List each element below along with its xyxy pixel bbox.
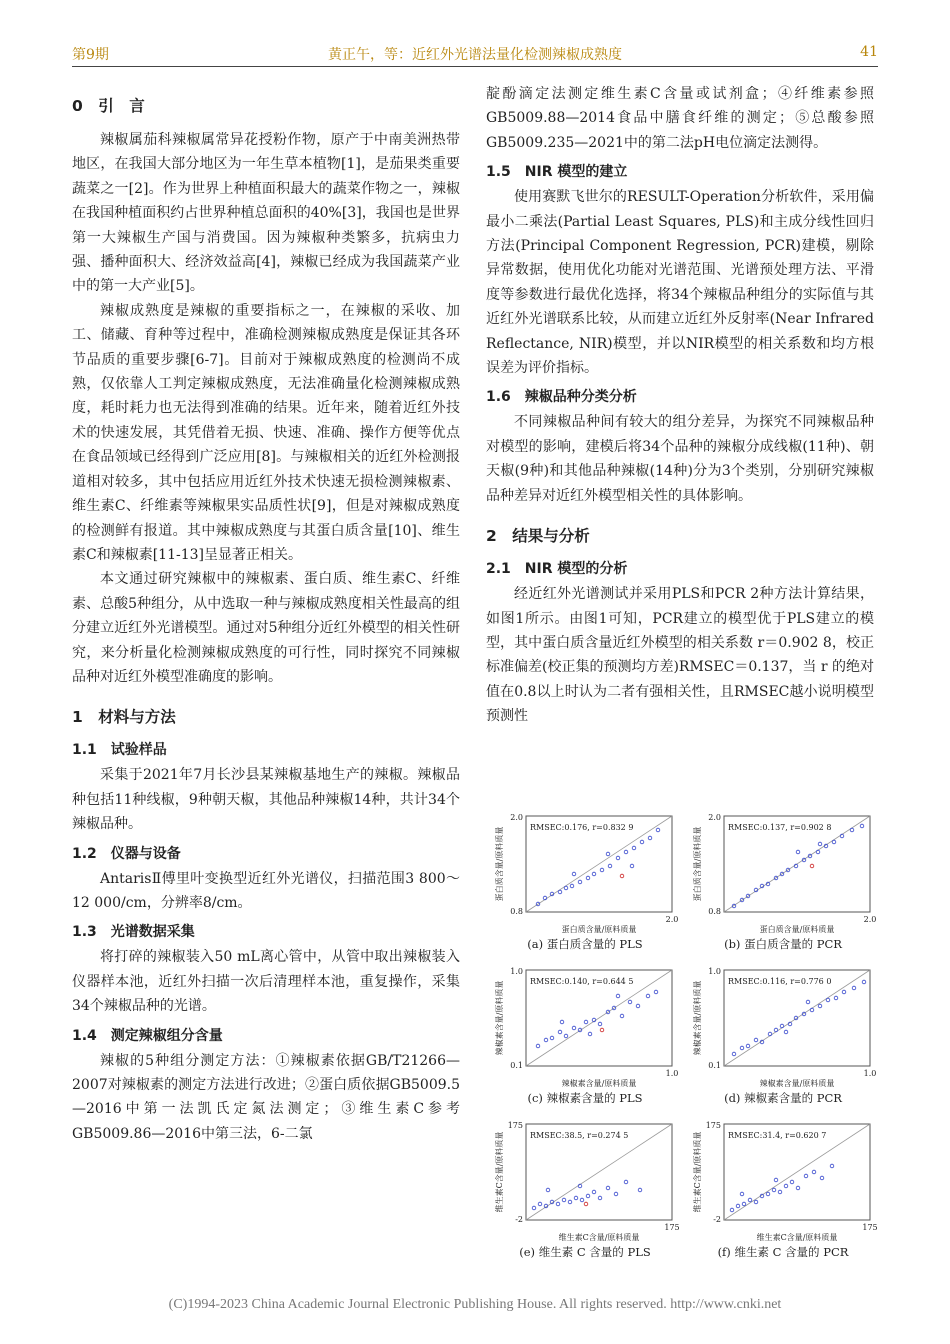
- data-point: [564, 886, 568, 890]
- data-point: [580, 1198, 584, 1202]
- x-axis-label: 维生素C含量/原料质量: [756, 1233, 838, 1242]
- subsection-heading: 1.4 测定辣椒组分含量: [72, 1027, 223, 1044]
- data-point: [632, 846, 636, 850]
- data-point: [586, 1194, 590, 1198]
- data-point: [830, 1164, 834, 1168]
- header-title: 黄正午，等：近红外光谱法量化检测辣椒成熟度: [328, 47, 622, 63]
- header-rule: [72, 66, 878, 67]
- data-point: [746, 1044, 750, 1048]
- figure-caption: (c) 辣椒素含量的 PLS: [527, 1091, 643, 1105]
- data-point: [556, 1202, 560, 1206]
- paragraph: 辣椒属茄科辣椒属常异花授粉作物，原产于中南美洲热带地区，在我国大部分地区为一年生草本植物[1]，是茄果类重要蔬菜之一[2]。作为世界上种植面积最大的蔬菜作物之一，辣椒在我国种植面积约占世界种植总面积的40%[3]，我国也是世界第一大辣椒生产国与消费国。因为辣椒种类繁多，抗病虫力强、播种面积大、经济效益高[4]，辣椒已经成为我国蔬菜产业中的第一大产业[5]。: [72, 132, 460, 295]
- data-point: [598, 1196, 602, 1200]
- data-point: [624, 1180, 628, 1184]
- data-point: [584, 1020, 588, 1024]
- data-point: [620, 1014, 624, 1018]
- scatter-plot-a: [490, 808, 680, 934]
- right-column: [486, 82, 874, 729]
- data-point: [572, 872, 576, 876]
- axis-min-label: -2: [515, 1215, 523, 1224]
- subsection-heading: 1.6 辣椒品种分类分析: [486, 389, 637, 406]
- x-axis-label: 辣椒素含量/原料质量: [561, 1079, 637, 1088]
- subsection-heading: 2.1 NIR 模型的分析: [486, 561, 628, 578]
- x-max-label: 175: [664, 1223, 680, 1232]
- data-point: [628, 1000, 632, 1004]
- data-point: [740, 1192, 744, 1196]
- data-point: [852, 986, 856, 990]
- figure-panel-c: [490, 962, 680, 1110]
- data-point: [578, 880, 582, 884]
- axis-min-label: 0.1: [708, 1061, 721, 1070]
- figure-caption: (a) 蛋白质含量的 PLS: [527, 937, 643, 951]
- data-point: [730, 1208, 734, 1212]
- outlier-point: [600, 1028, 604, 1032]
- scatter-plot-c: [490, 962, 680, 1088]
- figure-panel-a: [490, 808, 680, 956]
- data-point: [600, 868, 604, 872]
- paragraph: 使用赛默飞世尔的RESULT-Operation分析软件，采用偏最小二乘法(Partial Least Squares, PLS)和主成分线性回归方法(Principal Component Regression, PCR)建模，剔除异常数据，使用优化功能对光谱范围、光谱预处理方法、平滑度等参数进行最优化选择，将34个辣椒品种组分的实际值与其近红外光谱联系比较，从而建立近红外反射率(Near Infrared Reflectance, NIR)模型，并以NIR模型的相关系数和均方根误差为评价指标。: [486, 189, 874, 377]
- data-point: [648, 836, 652, 840]
- data-points: [536, 828, 660, 906]
- data-point: [850, 828, 854, 832]
- data-point: [532, 1206, 536, 1210]
- data-point: [538, 1202, 542, 1206]
- data-point: [630, 864, 634, 868]
- paragraph: 辣椒的5种组分测定方法：①辣椒素依据GB/T21266—2007对辣椒素的测定方法进行改进；②蛋白质依据GB5009.5—2016中第一法凯氏定氮法测定；③维生素C参考GB5009.86—2016中第三法，6-二氯: [72, 1052, 460, 1142]
- data-point: [774, 1028, 778, 1032]
- outlier-point: [810, 864, 814, 868]
- axis-max-label: 175: [507, 1121, 523, 1130]
- paragraph: 靛酚滴定法测定维生素C含量或试剂盒；④纤维素参照GB5009.88—2014食品中膳食纤维的测定；⑤总酸参照GB5009.235—2021中的第二法pH电位滴定法测得。: [486, 86, 874, 151]
- figure-panel-d: [688, 962, 878, 1110]
- stats-label: RMSEC:38.5, r=0.274 5: [530, 1131, 629, 1140]
- data-point: [796, 850, 800, 854]
- data-point: [742, 1202, 746, 1206]
- data-point: [572, 1026, 576, 1030]
- data-point: [624, 850, 628, 854]
- figure-panel-e: [490, 1116, 680, 1264]
- axis-min-label: -2: [713, 1215, 721, 1224]
- data-point: [820, 1176, 824, 1180]
- data-point: [558, 890, 562, 894]
- data-point: [588, 1032, 592, 1036]
- data-point: [784, 1030, 788, 1034]
- data-point: [550, 1036, 554, 1040]
- paragraph: 本文通过研究辣椒中的辣椒素、蛋白质、维生素C、纤维素、总酸5种组分，从中选取一种与辣椒成熟度相关性最高的组分建立近红外光谱模型。通过对5种组分近红外模型的相关性研究，来分析量化检测辣椒成熟度的可行性，同时探究不同辣椒品种对近红外模型准确度的影响。: [72, 571, 460, 685]
- data-point: [592, 872, 596, 876]
- scatter-plot-f: [688, 1116, 878, 1242]
- data-points: [730, 1164, 834, 1212]
- figure-caption: (b) 蛋白质含量的 PCR: [724, 937, 842, 951]
- x-axis-label: 辣椒素含量/原料质量: [759, 1079, 835, 1088]
- axis-min-label: 0.8: [708, 907, 721, 916]
- data-point: [640, 840, 644, 844]
- data-point: [608, 864, 612, 868]
- x-max-label: 2.0: [863, 915, 877, 924]
- data-point: [736, 1204, 740, 1208]
- data-point: [606, 852, 610, 856]
- subsection-heading: 1.2 仪器与设备: [72, 845, 181, 862]
- data-point: [564, 1034, 568, 1038]
- axis-min-label: 0.8: [510, 907, 523, 916]
- figure-caption: (e) 维生素 C 含量的 PLS: [519, 1245, 651, 1259]
- data-point: [636, 1004, 640, 1008]
- scatter-plot-d: [688, 962, 878, 1088]
- subsection-heading: 1.5 NIR 模型的建立: [486, 164, 628, 181]
- left-column: [72, 82, 460, 1146]
- data-point: [818, 842, 822, 846]
- section-heading: 2 结果与分析: [486, 527, 590, 546]
- scatter-plot-b: [688, 808, 878, 934]
- figure-panel-f: [688, 1116, 878, 1264]
- y-axis-label: 蛋白质含量/原料质量: [495, 826, 504, 902]
- data-point: [862, 980, 866, 984]
- data-point: [654, 990, 658, 994]
- data-point: [804, 1174, 808, 1178]
- y-axis-label: 辣椒素含量/原料质量: [495, 980, 504, 1056]
- data-point: [614, 1192, 618, 1196]
- header-issue: 第9期: [72, 47, 109, 63]
- copyright-footer: (C)1994-2023 China Academic Journal Electronic Publishing House. All rights reserved. http://www.cnki.net: [168, 1297, 782, 1312]
- axis-max-label: 2.0: [708, 813, 721, 822]
- data-point: [754, 1200, 758, 1204]
- x-axis-label: 维生素C含量/原料质量: [558, 1233, 640, 1242]
- y-axis-label: 蛋白质含量/原料质量: [693, 826, 702, 902]
- x-max-label: 1.0: [863, 1069, 877, 1078]
- data-point: [754, 1038, 758, 1042]
- stats-label: RMSEC:0.116, r=0.776 0: [728, 977, 832, 986]
- figure-panel-b: [688, 808, 878, 956]
- data-point: [818, 1004, 822, 1008]
- outlier-point: [584, 1202, 588, 1206]
- data-point: [656, 828, 660, 832]
- data-point: [748, 1198, 752, 1202]
- data-point: [616, 994, 620, 998]
- data-point: [606, 1186, 610, 1190]
- data-point: [570, 884, 574, 888]
- y-axis-label: 维生素C含量/原料质量: [495, 1131, 504, 1213]
- paragraph: 采集于2021年7月长沙县某辣椒基地生产的辣椒。辣椒品种包括11种线椒，9种朝天椒，其他品种辣椒14种，共计34个辣椒品种。: [72, 767, 460, 833]
- figure-caption: (d) 辣椒素含量的 PCR: [724, 1091, 842, 1105]
- subsection-heading: 1.1 试验样品: [72, 742, 167, 759]
- data-point: [574, 1196, 578, 1200]
- axis-min-label: 0.1: [510, 1061, 523, 1070]
- section-heading: 0 引 言: [72, 97, 145, 115]
- data-point: [812, 1170, 816, 1174]
- data-point: [778, 1190, 782, 1194]
- data-point: [806, 1000, 810, 1004]
- x-max-label: 175: [862, 1223, 878, 1232]
- data-point: [826, 998, 830, 1002]
- data-point: [832, 840, 836, 844]
- data-point: [560, 1020, 564, 1024]
- data-point: [646, 994, 650, 998]
- x-axis-label: 蛋白质含量/原料质量: [561, 925, 637, 934]
- data-point: [546, 1188, 550, 1192]
- paragraph: AntarisⅡ傅里叶变换型近红外光谱仪，扫描范围3 800～12 000/cm，分辨率8/cm。: [72, 870, 460, 911]
- paragraph: 辣椒成熟度是辣椒的重要指标之一，在辣椒的采收、加工、储藏、育种等过程中，准确检测辣椒成熟度是保证其各环节品质的重要步骤[6-7]。目前对于辣椒成熟度的检测尚不成熟，仅依靠人工判定辣椒成熟度，无法准确量化检测辣椒成熟度，耗时耗力也无法得到准确的结果。近年来，随着近红外技术的快速发展，其凭借着无损、快速、准确、操作方便等优点在食品领域已经得到广泛应用[8]。与辣椒相关的近红外检测报道相对较多，其中包括应用近红外技术快速无损检测辣椒素、维生素C、纤维素等辣椒果实品质性状[9]，但是对辣椒成熟度的检测鲜有报道。其中辣椒成熟度与其蛋白质含量[10]、维生素C和辣椒素[11-13]呈显著正相关。: [72, 302, 460, 563]
- x-max-label: 2.0: [665, 915, 679, 924]
- paragraph: 将打碎的辣椒装入50 mL离心管中，从管中取出辣椒装入仪器样本池，近红外扫描一次后清理样本池，重复操作，采集34个辣椒品种的光谱。: [72, 949, 460, 1015]
- data-point: [768, 1032, 772, 1036]
- scatter-plot-e: [490, 1116, 680, 1242]
- header-page: 41: [860, 44, 878, 60]
- data-point: [816, 850, 820, 854]
- data-point: [562, 1198, 566, 1202]
- section-heading: 1 材料与方法: [72, 708, 176, 727]
- data-point: [772, 1188, 776, 1192]
- data-points: [732, 824, 864, 908]
- data-point: [740, 1046, 744, 1050]
- data-point: [558, 1030, 562, 1034]
- stats-label: RMSEC:31.4, r=0.620 7: [728, 1131, 827, 1140]
- stats-label: RMSEC:0.176, r=0.832 9: [530, 823, 634, 832]
- y-axis-label: 维生素C含量/原料质量: [693, 1131, 702, 1213]
- data-point: [810, 1008, 814, 1012]
- stats-label: RMSEC:0.140, r=0.644 5: [530, 977, 634, 986]
- data-point: [598, 1022, 602, 1026]
- axis-max-label: 2.0: [510, 813, 523, 822]
- axis-max-label: 1.0: [708, 967, 721, 976]
- x-axis-label: 蛋白质含量/原料质量: [759, 925, 835, 934]
- paragraph: 不同辣椒品种间有较大的组分差异，为探究不同辣椒品种对模型的影响，建模后将34个品种的辣椒分成线椒(11种)、朝天椒(9种)和其他品种辣椒(14种)分为3个类别，分别研究辣椒品种差异对近红外模型相关性的具体影响。: [486, 414, 874, 504]
- data-point: [732, 1052, 736, 1056]
- data-point: [638, 1188, 642, 1192]
- figure-caption: (f) 维生素 C 含量的 PCR: [717, 1245, 849, 1259]
- data-point: [860, 824, 864, 828]
- y-axis-label: 辣椒素含量/原料质量: [693, 980, 702, 1056]
- paragraph: 经近红外光谱测试并采用PLS和PCR 2种方法计算结果，如图1所示。由图1可知，PCR建立的模型优于PLS建立的模型，其中蛋白质含量近红外模型的相关系数 r＝0.902 8，校正标准偏差(校正集的预测均方差)RMSEC＝0.137，当 r 的绝对值在0.8以上时认为二者有强相关性，且RMSEC越小说明模型预测性: [486, 586, 874, 725]
- data-point: [568, 1200, 572, 1204]
- data-point: [780, 1024, 784, 1028]
- data-point: [592, 1190, 596, 1194]
- data-point: [834, 996, 838, 1000]
- outlier-point: [620, 874, 624, 878]
- axis-max-label: 175: [705, 1121, 721, 1130]
- data-points: [732, 980, 866, 1056]
- x-max-label: 1.0: [665, 1069, 679, 1078]
- subsection-heading: 1.3 光谱数据采集: [72, 924, 195, 941]
- data-point: [586, 876, 590, 880]
- data-point: [790, 1180, 794, 1184]
- axis-max-label: 1.0: [510, 967, 523, 976]
- data-point: [536, 1044, 540, 1048]
- data-point: [766, 1192, 770, 1196]
- data-point: [774, 1178, 778, 1182]
- stats-label: RMSEC:0.137, r=0.902 8: [728, 823, 832, 832]
- data-point: [842, 990, 846, 994]
- data-point: [796, 1186, 800, 1190]
- data-point: [616, 856, 620, 860]
- data-point: [544, 1038, 548, 1042]
- data-point: [784, 1184, 788, 1188]
